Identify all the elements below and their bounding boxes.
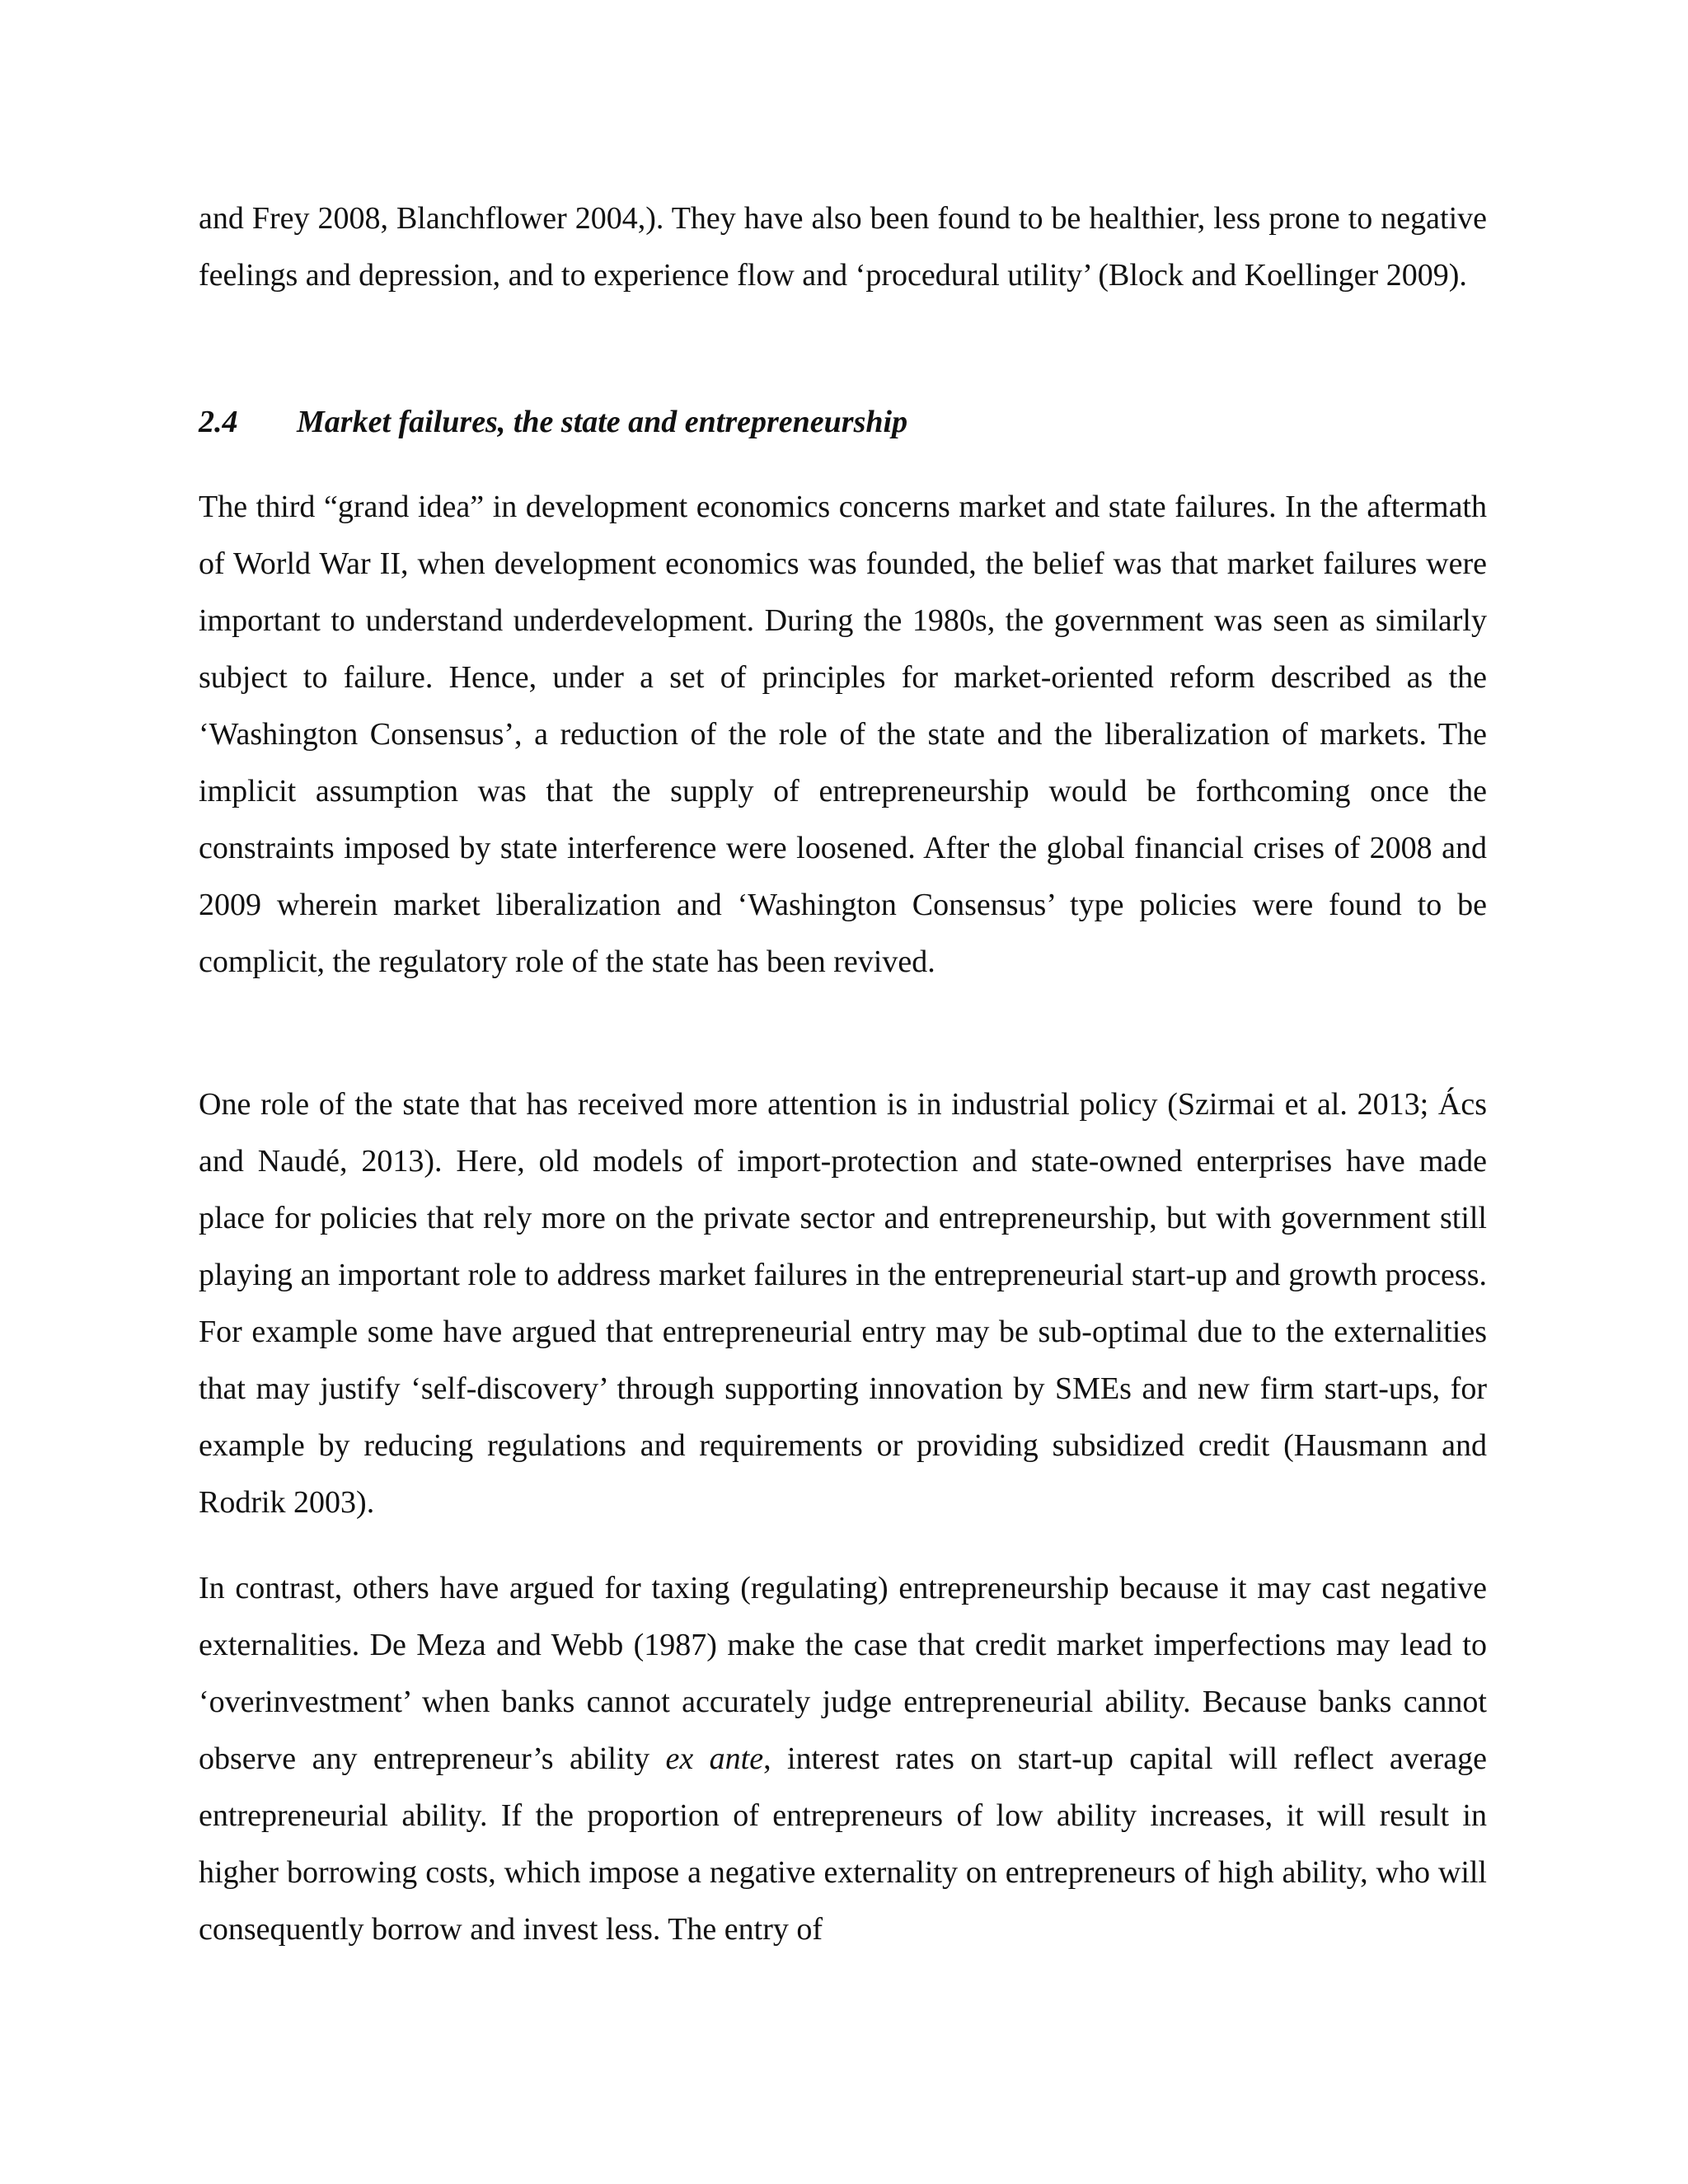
paragraph-text [199,1560,1487,1958]
section-heading [199,397,1487,447]
paragraph-text: One role of the state that has received more attention is in industrial policy (Szirmai et al. 2013; Ács and Naudé, 2013). Here, old models of import-protection and state-owned enterprises have made place for policies that rely more on the private sector and entrepreneurship, but with government still playing an important role to address market failures in the entrepreneurial start-up and growth process. For example some have argued that entrepreneurial entry may be sub-optimal due to the externalities that may justify ‘self-discovery’ through supporting innovation by SMEs and new firm start-ups, for example by reducing regulations and requirements or providing subsidized credit (Hausmann and Rodrik 2003). [199,1087,1487,1520]
paragraph-text-part: , interest rates on start-up capital will reflect average entrepreneurial ability. If the proportion of entrepreneurs of low ability increases, it will result in higher borrowing costs, which impose a negative externality on entrepreneurs of high ability, who will consequently borrow and invest less. The entry of [199,1741,1487,1947]
paragraph-taxing-entrepreneurship [199,1560,1487,1958]
paragraph-text-part: In contrast, others have argued for taxing (regulating) entrepreneurship because it may cast negative externalities. De Meza and Webb (1987) make the case that credit market imperfections may lead to ‘overinvestment’ when banks cannot accurately judge entrepreneurial ability. Because banks cannot observe any entrepreneur’s ability [199,1571,1487,1776]
section-number: 2.4 [199,405,238,439]
paragraph-market-state-failures [199,479,1487,991]
paragraph-text: and Frey 2008, Blanchflower 2004,). They have also been found to be healthier, less prone to negative feelings and depression, and to experience flow and ‘procedural utility’ (Block and Koellinger 2009). [199,201,1487,293]
section-title: Market failures, the state and entrepreneurship [297,405,908,439]
italic-term: ex ante [665,1741,764,1776]
paragraph-industrial-policy [199,1076,1487,1531]
paragraph-continuation [199,190,1487,304]
paragraph-text: The third “grand idea” in development economics concerns market and state failures. In the aftermath of World War II, when development economics was founded, the belief was that market failures were important to understand underdevelopment. During the 1980s, the government was seen as similarly subject to failure. Hence, under a set of principles for market-oriented reform described as the ‘Washington Consensus’, a reduction of the role of the state and the liberalization of markets. The implicit assumption was that the supply of entrepreneurship would be forthcoming once the constraints imposed by state interference were loosened. After the global financial crises of 2008 and 2009 wherein market liberalization and ‘Washington Consensus’ type policies were found to be complicit, the regulatory role of the state has been revived. [199,490,1487,979]
